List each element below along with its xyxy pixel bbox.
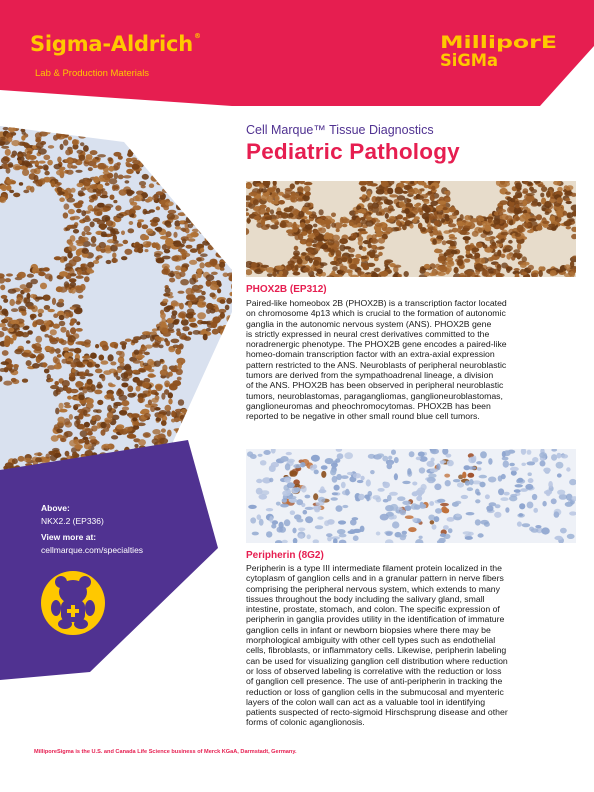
- body-line: morphological ambiguity with other cell types such as endothelial: [246, 635, 496, 646]
- page-title: Pediatric Pathology: [246, 139, 460, 164]
- section-heading-phox2b: PHOX2B (EP312): [246, 284, 327, 295]
- body-line: cytoplasm of ganglion cells and in a granular pattern in nerve fibers: [246, 573, 504, 584]
- milliporesigma-logo-line1: MilliporE: [440, 33, 557, 53]
- section-heading-peripherin: Peripherin (8G2): [246, 550, 324, 561]
- body-line: tissues throughout the body including the salivary gland, small: [246, 593, 485, 604]
- milliporesigma-logo-line2: SiGMa: [440, 51, 498, 70]
- body-line: Peripherin is a type III intermediate filament protein localized in the: [246, 563, 502, 573]
- body-line: noradrenergic phenotype. The PHOX2B gene encodes a paired-like: [246, 339, 507, 350]
- body-line: can be used for visualizing ganglion cell distribution where reduction: [246, 655, 508, 666]
- body-line: comprising the peripheral nervous system, which extends to many: [246, 583, 500, 594]
- above-value: NKX2.2 (EP336): [41, 516, 104, 526]
- nkx22-micrograph: [0, 117, 243, 484]
- body-line: is strictly expressed in neural crest derivatives committed to the: [246, 328, 490, 339]
- section-body-phox2b: [246, 298, 582, 422]
- body-line: Paired-like homeobox 2B (PHOX2B) is a transcription factor located: [246, 298, 507, 308]
- body-line: tumors, neuroblastomas, paragangliomas, ganglioneuroblastomas,: [246, 390, 503, 401]
- body-line: forms of colonic aganglionosis.: [246, 717, 365, 728]
- body-line: or loss of observed labeling is correlative with the reduction or loss: [246, 665, 502, 676]
- sigma-aldrich-logo: Sigma-Aldrich®: [30, 32, 201, 56]
- view-more-link[interactable]: cellmarque.com/specialties: [41, 545, 144, 555]
- body-line: pattern restricted to the ANS. Neuroblasts of peripheral neuroblastic: [246, 359, 507, 370]
- body-line: reduction or loss of ganglion cells in the submucosal and myenteric: [246, 686, 504, 697]
- milliporesigma-logo: [440, 30, 558, 70]
- teddy-bear-icon: [40, 568, 106, 638]
- body-line: layers of the colon wall can act as a valuable tool in identifying: [246, 696, 486, 707]
- body-line: on chromosome 4p13 which is crucial to the formation of autonomic: [246, 308, 506, 319]
- purple-info-panel: [0, 440, 218, 680]
- above-label: Above:: [41, 503, 70, 513]
- body-line: ganglia in the autonomic nervous system (ANS). PHOX2B gene: [246, 318, 492, 329]
- body-line: of ganglion cell presence. The use of anti-peripherin in tracking the: [246, 676, 503, 687]
- body-line: intestine, prostate, stomach, and colon. The specific expression of: [246, 604, 500, 615]
- view-more-label: View more at:: [41, 532, 97, 542]
- body-line: ganglioneuromas and pheochromocytomas. PHOX2B has been: [246, 400, 491, 411]
- footer-note: MilliporeSigma is the U.S. and Canada Life Science business of Merck KGaA, Darmstadt, Germany.: [34, 749, 297, 755]
- body-line: of the ANS. PHOX2B has been observed in peripheral neuroblastic: [246, 380, 504, 391]
- body-line: peripherin in ganglia provides utility in the identification of immature: [246, 614, 505, 625]
- section-body-peripherin: [246, 563, 582, 728]
- page-kicker: Cell Marque™ Tissue Diagnostics: [246, 123, 434, 137]
- body-line: ganglion cells in infant or newborn biopsies where there may be: [246, 624, 491, 635]
- brand-tagline: Lab & Production Materials: [35, 68, 150, 79]
- body-line: patients suspected of recto-sigmoid Hirschsprung disease and other: [246, 707, 508, 718]
- body-line: homeo-domain transcription factor with an extra-axial expression: [246, 349, 495, 360]
- phox2b-micrograph: [246, 181, 576, 277]
- body-line: cells, fibroblasts, or inflammatory cells. Likewise, peripherin labeling: [246, 645, 507, 656]
- body-line: tumors are derived from the sympathoadrenal lineage, a division: [246, 370, 494, 381]
- body-line: reported to be negative in other small round blue cell tumors.: [246, 411, 480, 422]
- peripherin-micrograph: [246, 449, 576, 543]
